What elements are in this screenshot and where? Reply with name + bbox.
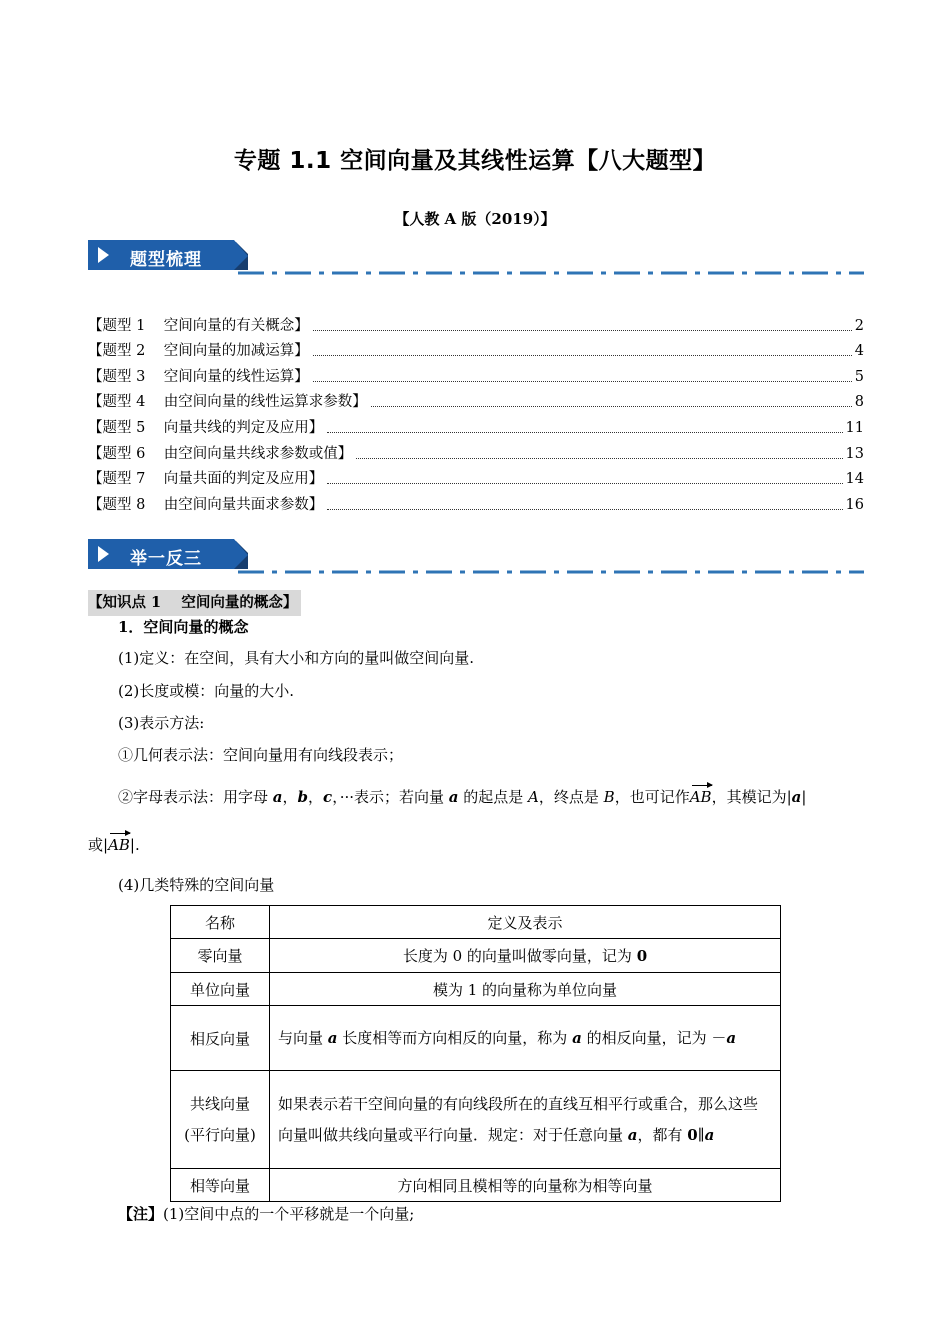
- toc-item[interactable]: [88, 464, 864, 490]
- toc-page: 11: [845, 419, 864, 436]
- toc-page: 5: [854, 368, 864, 385]
- page-title: 专题 1.1 空间向量及其线性运算【八大题型】: [233, 148, 717, 174]
- toc-leader: [313, 381, 852, 382]
- toc-leader: [327, 432, 842, 433]
- toc-leader: [313, 330, 852, 331]
- toc-label: 【题型 1 空间向量的有关概念】: [88, 317, 309, 334]
- toc-leader: [313, 355, 852, 356]
- table-row: [171, 939, 781, 973]
- toc-item[interactable]: [88, 412, 864, 438]
- table-cell: 如果表示若干空间向量的有向线段所在的直线互相平行或重合，那么这些向量叫做共线向量或平行向量．规定：对于任意向量 a，都有 0∥a: [270, 1071, 781, 1169]
- table-row: [171, 973, 781, 1006]
- table-header: 定义及表示: [270, 906, 781, 939]
- letter-notation-line: ②字母表示法：用字母 a，b，c，···表示；若向量 a 的起点是 A，终点是 B，也可记作AB，其模记为|a|: [118, 788, 807, 806]
- note-label: 【注】: [118, 1205, 164, 1223]
- table-cell: 单位向量: [171, 973, 270, 1006]
- section-heading: 1．空间向量的概念: [118, 618, 249, 636]
- toc-label: 【题型 6 由空间向量共线求参数或值】: [88, 445, 353, 462]
- banner-graphic: [88, 240, 868, 280]
- toc-label: 【题型 5 向量共线的判定及应用】: [88, 419, 324, 436]
- length-line: (2)长度或模：向量的大小.: [118, 682, 295, 700]
- table-cell: 模为 1 的向量称为单位向量: [270, 973, 781, 1006]
- toc-item[interactable]: [88, 489, 864, 515]
- geometric-line: ①几何表示法：空间向量用有向线段表示；: [118, 746, 404, 764]
- note-text: (1)空间中点的一个平移就是一个向量;: [163, 1205, 415, 1223]
- banner-types-overview: [88, 240, 868, 280]
- special-vectors-table: [170, 905, 781, 1202]
- toc-page: 16: [845, 496, 864, 513]
- toc-label: 【题型 4 由空间向量的线性运算求参数】: [88, 394, 367, 411]
- table-cell: 相反向量: [171, 1006, 270, 1071]
- toc-leader: [327, 509, 842, 510]
- table-cell: 与向量 a 长度相等而方向相反的向量，称为 a 的相反向量，记为 －a: [270, 1006, 781, 1071]
- table-cell: 方向相同且模相等的向量称为相等向量: [270, 1169, 781, 1202]
- table-cell: 共线向量 (平行向量): [171, 1071, 270, 1169]
- toc-leader: [327, 483, 842, 484]
- toc-item[interactable]: [88, 336, 864, 362]
- toc-item[interactable]: [88, 387, 864, 413]
- page-subtitle: 【人教 A 版（2019）】: [394, 210, 556, 228]
- knowledge-point-header: 【知识点 1 空间向量的概念】: [88, 590, 301, 616]
- toc-label: 【题型 3 空间向量的线性运算】: [88, 368, 309, 385]
- representation-line: (3)表示方法:: [118, 714, 205, 732]
- table-row: [171, 1006, 781, 1071]
- toc-page: 14: [845, 471, 864, 488]
- table-cell: 长度为 0 的向量叫做零向量，记为 0: [270, 939, 781, 973]
- banner-graphic: [88, 539, 868, 579]
- toc-label: 【题型 2 空间向量的加减运算】: [88, 343, 309, 360]
- banner-label: 题型梳理: [130, 250, 202, 270]
- toc-item[interactable]: [88, 361, 864, 387]
- table-header: 名称: [171, 906, 270, 939]
- toc-item[interactable]: [88, 310, 864, 336]
- banner-label: 举一反三: [130, 549, 202, 569]
- toc-label: 【题型 8 由空间向量共面求参数】: [88, 496, 324, 513]
- table-cell: 零向量: [171, 939, 270, 973]
- toc-item[interactable]: [88, 438, 864, 464]
- vector-ab: AB: [689, 788, 712, 806]
- special-vectors-line: (4)几类特殊的空间向量: [118, 876, 275, 894]
- table-cell: 相等向量: [171, 1169, 270, 1202]
- table-row: [171, 1169, 781, 1202]
- toc-leader: [371, 406, 852, 407]
- table-header-row: [171, 906, 781, 939]
- table-row: [171, 1071, 781, 1169]
- toc-page: 4: [854, 343, 864, 360]
- definition-line: (1)定义：在空间，具有大小和方向的量叫做空间向量.: [118, 649, 475, 667]
- toc-leader: [356, 458, 842, 459]
- toc-label: 【题型 7 向量共面的判定及应用】: [88, 471, 324, 488]
- toc-page: 2: [854, 317, 864, 334]
- vector-ab: AB: [108, 836, 130, 854]
- toc-page: 13: [845, 445, 864, 462]
- note-line: [118, 1204, 414, 1224]
- toc-page: 8: [854, 394, 864, 411]
- table-of-contents: [88, 310, 864, 515]
- or-notation-line: 或|AB|.: [88, 836, 140, 854]
- banner-examples: [88, 539, 868, 579]
